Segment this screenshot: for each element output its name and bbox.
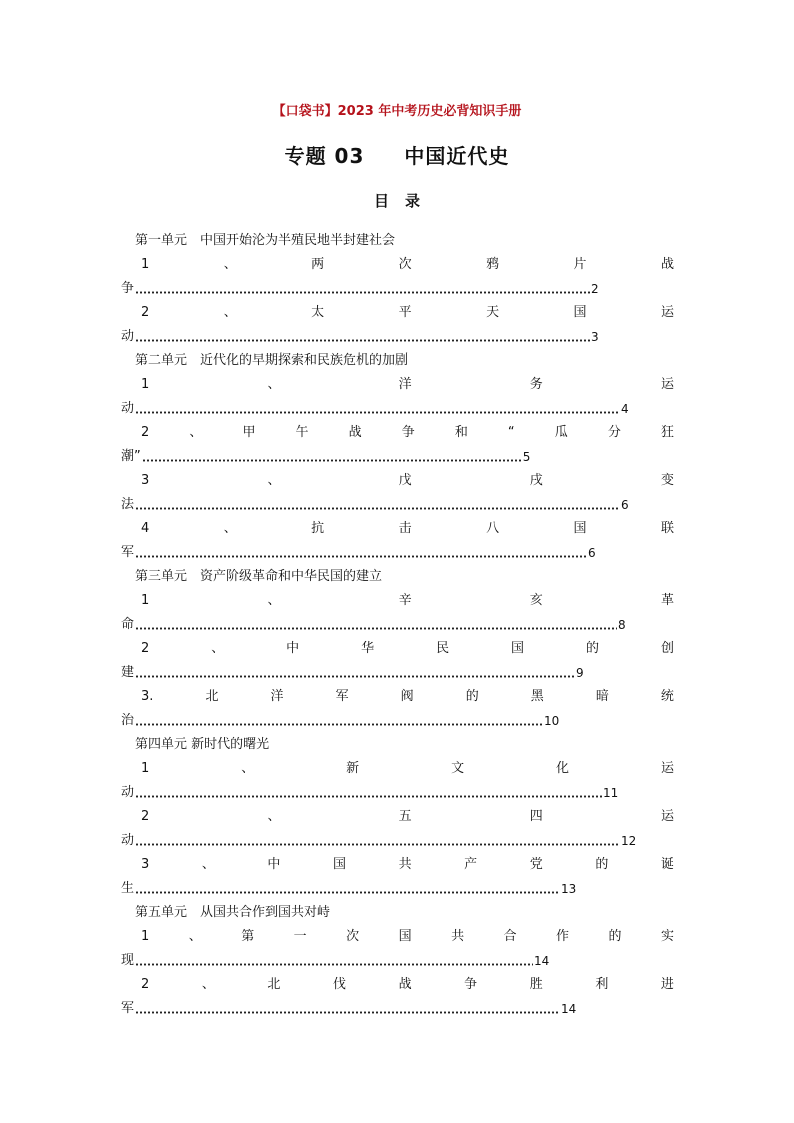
toc-entry-char: 辛 [398, 593, 412, 608]
toc-entry-char: 戊 [398, 473, 412, 488]
toc-entry-char: 战 [398, 977, 412, 992]
dot-leader [135, 675, 575, 678]
table-of-contents [121, 229, 674, 1021]
toc-entry-char: 1 [141, 377, 150, 392]
toc-entry-tail: 动 [121, 785, 135, 800]
toc-entry-char: 、 [267, 809, 281, 824]
page-title [0, 140, 794, 169]
toc-entry-line[interactable] [121, 829, 674, 853]
toc-entry-char: 八 [486, 521, 500, 536]
toc-entry-char: 的 [595, 857, 609, 872]
toc-entry-line[interactable] [121, 613, 674, 637]
toc-entry-char: 联 [660, 521, 674, 536]
toc-entry-char: 国 [511, 641, 525, 656]
toc-entry-char: 一 [293, 929, 307, 944]
toc-unit-heading[interactable]: 第三单元 资产阶级革命和中华民国的建立 [135, 569, 383, 584]
toc-entry-char: 亥 [529, 593, 543, 608]
toc-entry-char: 太 [311, 305, 325, 320]
toc-entry-char: 、 [188, 929, 202, 944]
toc-entry-char: 、 [267, 377, 281, 392]
dot-leader [135, 1011, 560, 1014]
toc-entry-char: 狂 [660, 425, 674, 440]
toc-entry-char: 分 [607, 425, 621, 440]
toc-entry-tail: 命 [121, 617, 135, 632]
toc-entry-char: 五 [398, 809, 412, 824]
toc-entry-line[interactable] [121, 493, 674, 517]
toc-entry-char: 平 [398, 305, 412, 320]
toc-entry-char: 2 [141, 641, 150, 656]
dot-leader [135, 555, 587, 558]
toc-page-number: 2 [591, 282, 599, 296]
toc-entry-char: 和 [454, 425, 468, 440]
toc-entry-char: 1 [141, 929, 150, 944]
toc-entry-tail: 建 [121, 665, 135, 680]
toc-entry-char: 国 [398, 929, 412, 944]
toc-entry-char: 共 [398, 857, 412, 872]
dot-leader [135, 339, 590, 342]
toc-entry-title[interactable] [121, 973, 674, 997]
dot-leader [135, 291, 590, 294]
dot-leader [142, 459, 522, 462]
toc-entry-line[interactable] [121, 661, 674, 685]
toc-entry-char: 阀 [400, 689, 414, 704]
toc-entry-char: 甲 [242, 425, 256, 440]
toc-entry-char: 、 [211, 641, 225, 656]
toc-entry-char: 变 [660, 473, 674, 488]
toc-entry-char: 2 [141, 305, 150, 320]
toc-entry-char: 中 [267, 857, 281, 872]
toc-page-number: 3 [591, 330, 599, 344]
toc-entry-char: 伐 [333, 977, 347, 992]
toc-page-number: 13 [561, 882, 577, 896]
toc-page-number: 6 [621, 498, 629, 512]
toc-entry-tail: 生 [121, 881, 135, 896]
dot-leader [135, 411, 620, 414]
toc-entry-char: 文 [451, 761, 465, 776]
toc-entry-char: 的 [585, 641, 599, 656]
dot-leader [135, 507, 620, 510]
toc-page-number: 8 [618, 618, 626, 632]
toc-entry-char: 、 [201, 977, 215, 992]
toc-entry-char: 产 [464, 857, 478, 872]
toc-entry-char: 3 [141, 473, 150, 488]
toc-entry-title[interactable] [121, 373, 674, 397]
toc-entry-char: 次 [398, 257, 412, 272]
toc-page-number: 14 [534, 954, 550, 968]
toc-entry-char: 1 [141, 593, 150, 608]
toc-entry-char: 片 [573, 257, 587, 272]
toc-entry-line[interactable] [121, 445, 674, 469]
toc-entry-char: 戌 [529, 473, 543, 488]
dot-leader [135, 723, 543, 726]
toc-entry-char: 实 [660, 929, 674, 944]
toc-entry-char: 国 [573, 305, 587, 320]
toc-entry-char: 北 [205, 689, 219, 704]
toc-entry-title[interactable] [121, 253, 674, 277]
toc-entry-char: 、 [189, 425, 203, 440]
toc-entry-char: 国 [573, 521, 587, 536]
toc-entry-char: 2 [141, 977, 150, 992]
toc-entry-char: 次 [346, 929, 360, 944]
toc-entry-char: 国 [333, 857, 347, 872]
toc-entry-char: 、 [267, 473, 281, 488]
dot-leader [135, 627, 617, 630]
toc-entry-char: 争 [464, 977, 478, 992]
toc-entry-char: 1 [141, 257, 150, 272]
toc-entry-char: 诞 [660, 857, 674, 872]
toc-entry-char: 化 [556, 761, 570, 776]
toc-entry-title[interactable] [121, 853, 674, 877]
toc-entry-char: 新 [346, 761, 360, 776]
toc-entry-title[interactable] [121, 469, 674, 493]
toc-entry-tail: 现 [121, 953, 135, 968]
toc-entry-char: 军 [335, 689, 349, 704]
toc-entry-char: 华 [361, 641, 375, 656]
toc-entry-line[interactable] [121, 949, 674, 973]
toc-entry-tail: 治 [121, 713, 135, 728]
toc-entry-char: 黑 [530, 689, 544, 704]
toc-entry-char: 洋 [398, 377, 412, 392]
toc-entry-char: 民 [436, 641, 450, 656]
toc-entry-char: 革 [660, 593, 674, 608]
toc-entry-char: 四 [529, 809, 543, 824]
toc-entry-tail: 军 [121, 545, 135, 560]
toc-entry-title[interactable] [121, 301, 674, 325]
toc-entry-char: 争 [401, 425, 415, 440]
toc-entry-char: 统 [660, 689, 674, 704]
toc-entry-char: 运 [660, 377, 674, 392]
toc-entry-char: 创 [660, 641, 674, 656]
toc-entry-char: 3 [141, 857, 150, 872]
toc-page-number: 10 [544, 714, 560, 728]
toc-entry-char: 进 [660, 977, 674, 992]
toc-entry-tail: 军 [121, 1001, 135, 1016]
toc-entry-title[interactable] [121, 925, 674, 949]
toc-entry-char: 3. [141, 689, 154, 704]
toc-entry-tail: 动 [121, 329, 135, 344]
toc-entry-char: 4 [141, 521, 150, 536]
toc-entry-line[interactable] [121, 541, 674, 565]
toc-entry-char: 第 [241, 929, 255, 944]
toc-entry-char: 的 [608, 929, 622, 944]
toc-entry-char: 运 [660, 809, 674, 824]
toc-entry-line[interactable] [121, 781, 674, 805]
dot-leader [135, 891, 560, 894]
toc-entry-char: 共 [451, 929, 465, 944]
toc-entry-char: 鸦 [486, 257, 500, 272]
toc-entry-char: 洋 [270, 689, 284, 704]
toc-entry-char: 作 [556, 929, 570, 944]
toc-entry-title[interactable] [121, 589, 674, 613]
toc-entry-title[interactable] [121, 685, 674, 709]
toc-entry-char: 1 [141, 761, 150, 776]
toc-unit-heading[interactable]: 第五单元 从国共合作到国共对峙 [135, 905, 331, 920]
title-topic-number: 专题 03 [284, 144, 365, 168]
toc-entry-line[interactable] [121, 397, 674, 421]
toc-entry-char: 的 [465, 689, 479, 704]
toc-unit-heading[interactable]: 第四单元 新时代的曙光 [135, 737, 270, 752]
toc-entry-title[interactable] [121, 517, 674, 541]
toc-entry-title[interactable] [121, 757, 674, 781]
toc-entry-tail: 争 [121, 281, 135, 296]
toc-unit-heading[interactable]: 第二单元 近代化的早期探索和民族危机的加剧 [135, 353, 409, 368]
toc-entry-char: 利 [595, 977, 609, 992]
toc-entry-line[interactable] [121, 277, 674, 301]
toc-entry-char: 两 [311, 257, 325, 272]
toc-page-number: 4 [621, 402, 629, 416]
toc-entry-title[interactable] [121, 421, 674, 445]
toc-entry-char: 、 [267, 593, 281, 608]
document-header: 【口袋书】2023 年中考历史必背知识手册 [272, 104, 522, 119]
toc-unit-heading[interactable]: 第一单元 中国开始沦为半殖民地半封建社会 [135, 233, 396, 248]
toc-entry-char: 2 [141, 425, 150, 440]
toc-entry-char: 瓜 [554, 425, 568, 440]
toc-entry-line[interactable] [121, 709, 674, 733]
toc-entry-tail: 动 [121, 401, 135, 416]
toc-entry-line[interactable] [121, 877, 674, 901]
toc-page-number: 14 [561, 1002, 577, 1016]
toc-entry-char: 务 [529, 377, 543, 392]
toc-entry-char: 午 [295, 425, 309, 440]
toc-entry-char: 击 [398, 521, 412, 536]
toc-page-number: 5 [522, 450, 531, 464]
toc-entry-char: 运 [660, 305, 674, 320]
toc-entry-tail: 法 [121, 497, 135, 512]
toc-entry-tail: 动 [121, 833, 135, 848]
toc-entry-char: 、 [223, 257, 237, 272]
toc-entry-char: 北 [267, 977, 281, 992]
toc-entry-char: 、 [201, 857, 215, 872]
toc-entry-char: 战 [660, 257, 674, 272]
toc-heading: 目 录 [373, 192, 421, 210]
toc-entry-char: 党 [529, 857, 543, 872]
toc-entry-char: 战 [348, 425, 362, 440]
dot-leader [135, 843, 620, 846]
toc-entry-char: 2 [141, 809, 150, 824]
toc-entry-title[interactable] [121, 637, 674, 661]
toc-entry-char: 、 [241, 761, 255, 776]
toc-entry-char: 、 [223, 521, 237, 536]
toc-page-number: 9 [576, 666, 584, 680]
dot-leader [135, 795, 602, 798]
toc-entry-char: 运 [660, 761, 674, 776]
toc-entry-char: “ [507, 425, 515, 440]
toc-entry-char: 、 [223, 305, 237, 320]
toc-entry-char: 暗 [595, 689, 609, 704]
toc-entry-char: 胜 [529, 977, 543, 992]
toc-entry-line[interactable] [121, 997, 674, 1021]
toc-entry-char: 抗 [311, 521, 325, 536]
toc-entry-char: 中 [286, 641, 300, 656]
dot-leader [135, 963, 533, 966]
toc-page-number: 6 [588, 546, 596, 560]
toc-entry-tail: 潮” [121, 449, 141, 464]
toc-entry-char: 天 [486, 305, 500, 320]
toc-entry-line[interactable] [121, 325, 674, 349]
title-topic-name: 中国近代史 [404, 144, 510, 168]
toc-page-number: 11 [603, 786, 619, 800]
toc-entry-char: 合 [503, 929, 517, 944]
toc-entry-title[interactable] [121, 805, 674, 829]
toc-page-number: 12 [621, 834, 637, 848]
